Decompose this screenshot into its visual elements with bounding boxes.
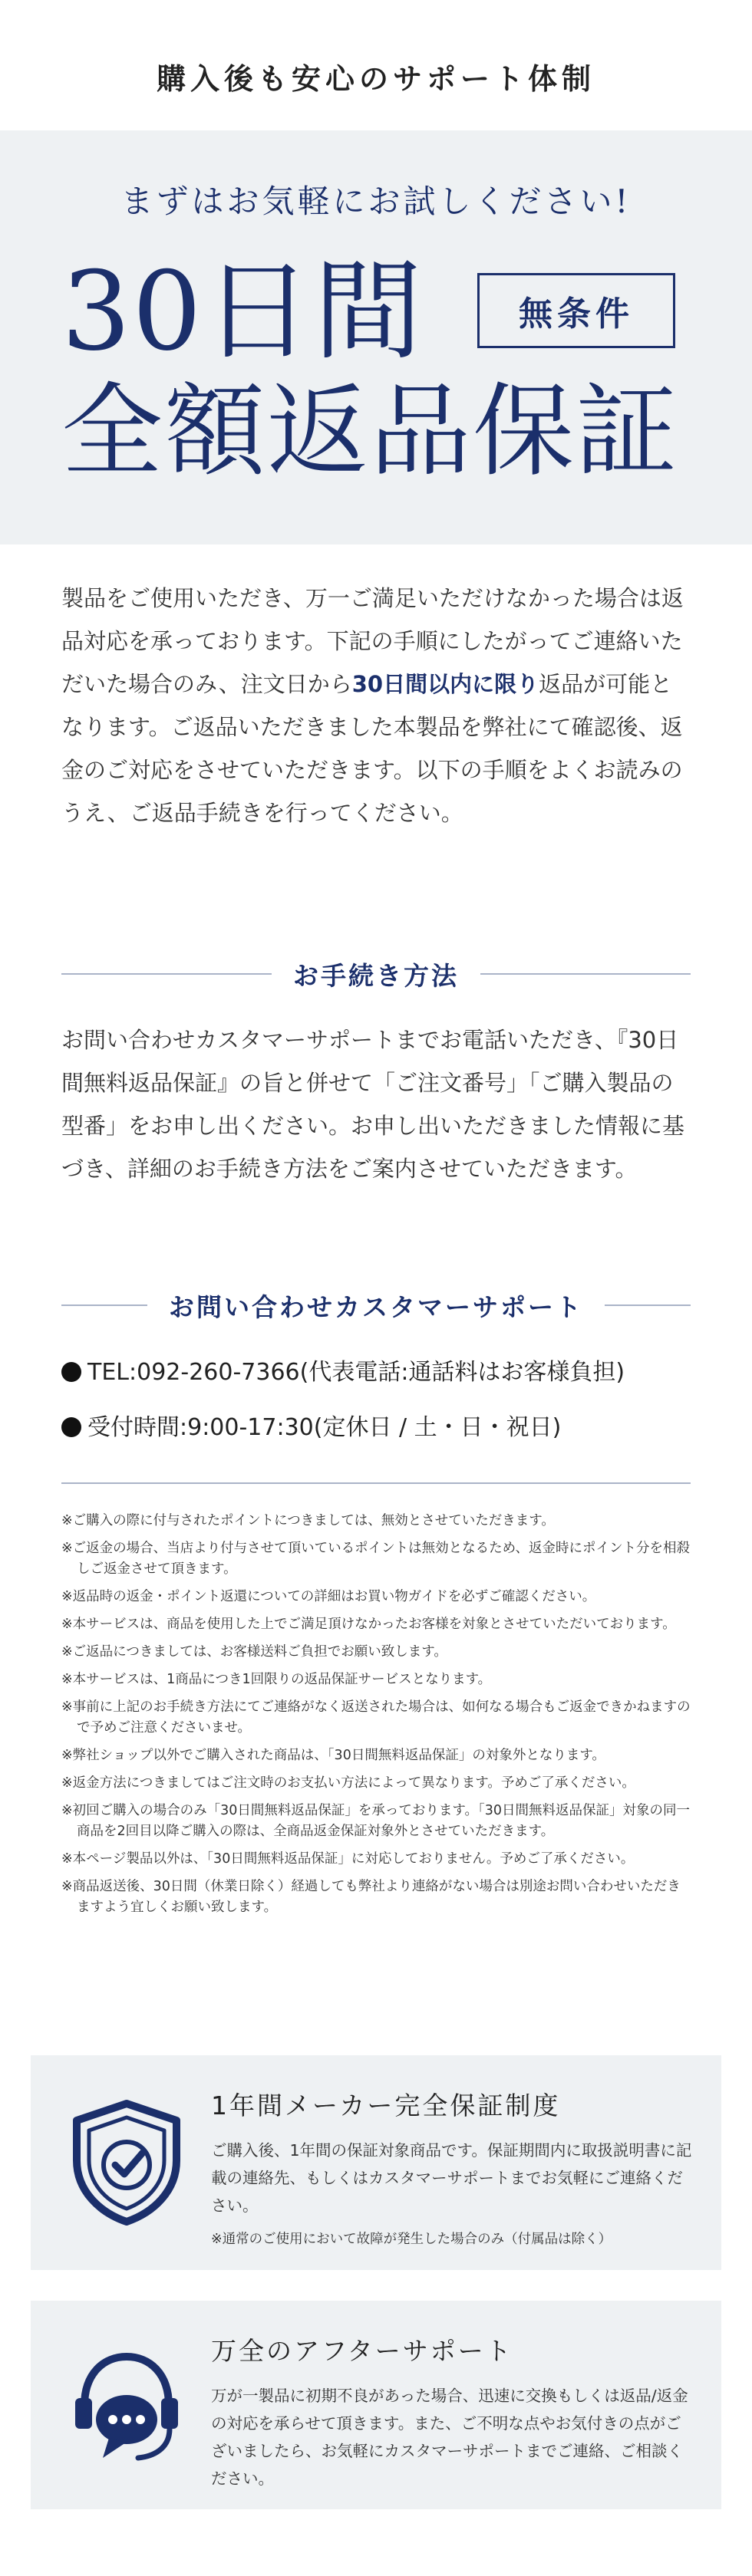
hero-refund-text: 全額返品保証 [61,373,678,491]
intro-emphasis: 30日間以内に限り [351,671,539,697]
note-item: ※弊社ショップ以外でご購入された商品は、「30日間無料返品保証」の対象外となります。 [61,1748,605,1763]
support-title: お問い合わせカスタマーサポート [169,1291,583,1322]
unconditional-badge: 無条件 [477,273,675,348]
support-hours-text: 受付時間:9:00-17:30(定休日 / 土・日・祝日) [87,1414,562,1441]
note-item: ※本サービスは、商品を使用した上でご満足頂けなかったお客様を対象とさせていただいております。 [61,1617,676,1632]
guarantee-hero [0,130,752,544]
heading-rule-right [480,973,691,975]
procedure-title: お手続き方法 [293,960,459,991]
hero-days-text: 30日間 [61,248,424,375]
heading-rule-left [61,1304,147,1306]
notes-divider [61,1482,691,1484]
note-item: ※商品返送後、30日間（休業日除く）経過しても弊社より連絡がない場合は別途お問い合わせいただきますよう宜しくお願い致します。 [61,1879,681,1915]
card-title: 万全のアフターサポート [211,2336,513,2366]
card-title: 1年間メーカー完全保証制度 [211,2091,561,2120]
note-item: ※返品時の返金・ポイント返還についての詳細はお買い物ガイドを必ずご確認ください。 [61,1589,596,1604]
note-item: ※本サービスは、1商品につき1回限りの返品保証サービスとなります。 [61,1672,492,1687]
procedure-text: お問い合わせカスタマーサポートまでお電話いただき、『30日間無料返品保証』の旨と併せて「ご注文番号」「ご購入製品の型番」をお申し出ください。お申し出いただきました情報に基づき、詳細のお手続き方法をご案内させていただきます。 [61,1027,685,1182]
support-heading [61,1282,691,1328]
support-tel-text: TEL:092-260-7366(代表電話:通話料はお客様負担) [87,1359,625,1386]
shield-check-icon [61,2097,192,2228]
bullet-icon [61,1362,81,1382]
bullet-icon [61,1417,81,1437]
note-item: ※ご購入の際に付与されたポイントにつきましては、無効とさせていただきます。 [61,1513,555,1528]
note-item: ※初回ご購入の場合のみ「30日間無料返品保証」を承っております。「30日間無料返品保証」対象の同一商品を2回目以降ご購入の際は、全商品返金保証対象外とさせていただきます。 [61,1803,691,1839]
intro-text-1: 製品をご使用いただき、万一ご満足いただけなかった場合は返品対応を承っております。下記の手順にしたがってご連絡いただいた場合のみ、注文日から [61,585,684,697]
warranty-card [31,2055,721,2270]
notes-list [61,1511,691,1925]
support-chat-icon [61,2343,192,2473]
support-hours [61,1408,691,1442]
heading-rule-left [61,973,272,975]
note-item: ※本ページ製品以外は、「30日間無料返品保証」に対応しておりません。予めご了承ください。 [61,1851,635,1867]
card-body: ご購入後、1年間の保証対象商品です。保証期間内に取扱説明書に記載の連絡先、もしくはカスタマーサポートまでお気軽にご連絡ください。 [211,2141,692,2215]
procedure-heading [61,951,691,997]
intro-paragraph [61,577,691,834]
note-item: ※ご返金の場合、当店より付与させて頂いているポイントは無効となるため、返金時にポイント分を相殺しご返金させて頂きます。 [61,1541,690,1577]
heading-rule-right [605,1304,691,1306]
note-item: ※ご返品につきましては、お客様送料ご負担でお願い致します。 [61,1644,447,1660]
hero-subtitle: まずはお気軽にお試しください! [120,183,632,220]
after-support-card [31,2301,721,2509]
card-body: 万が一製品に初期不良があった場合、迅速に交換もしくは返品/返金の対応を承らせて頂きます。また、ご不明な点やお気付きの点がございましたら、お気軽にカスタマーサポートまでご連絡、ご相談ください。 [211,2387,688,2488]
page-heading: 購入後も安心のサポート体制 [156,62,595,96]
intro-text-2: 返品が可能となります。ご返品いただきました本製品を弊社にて確認後、返金のご対応をさせていただきます。以下の手順をよくお読みのうえ、ご返品手続きを行ってください。 [61,671,683,826]
support-tel [61,1353,691,1387]
card-note: ※通常のご使用において故障が発生した場合のみ（付属品は除く） [211,2232,612,2247]
note-item: ※返金方法につきましてはご注文時のお支払い方法によって異なります。予めご了承ください。 [61,1775,635,1791]
note-item: ※事前に上記のお手続き方法にてご連絡がなく返送された場合は、如何なる場合もご返金できかねますので予めご注意くださいませ。 [61,1699,691,1735]
